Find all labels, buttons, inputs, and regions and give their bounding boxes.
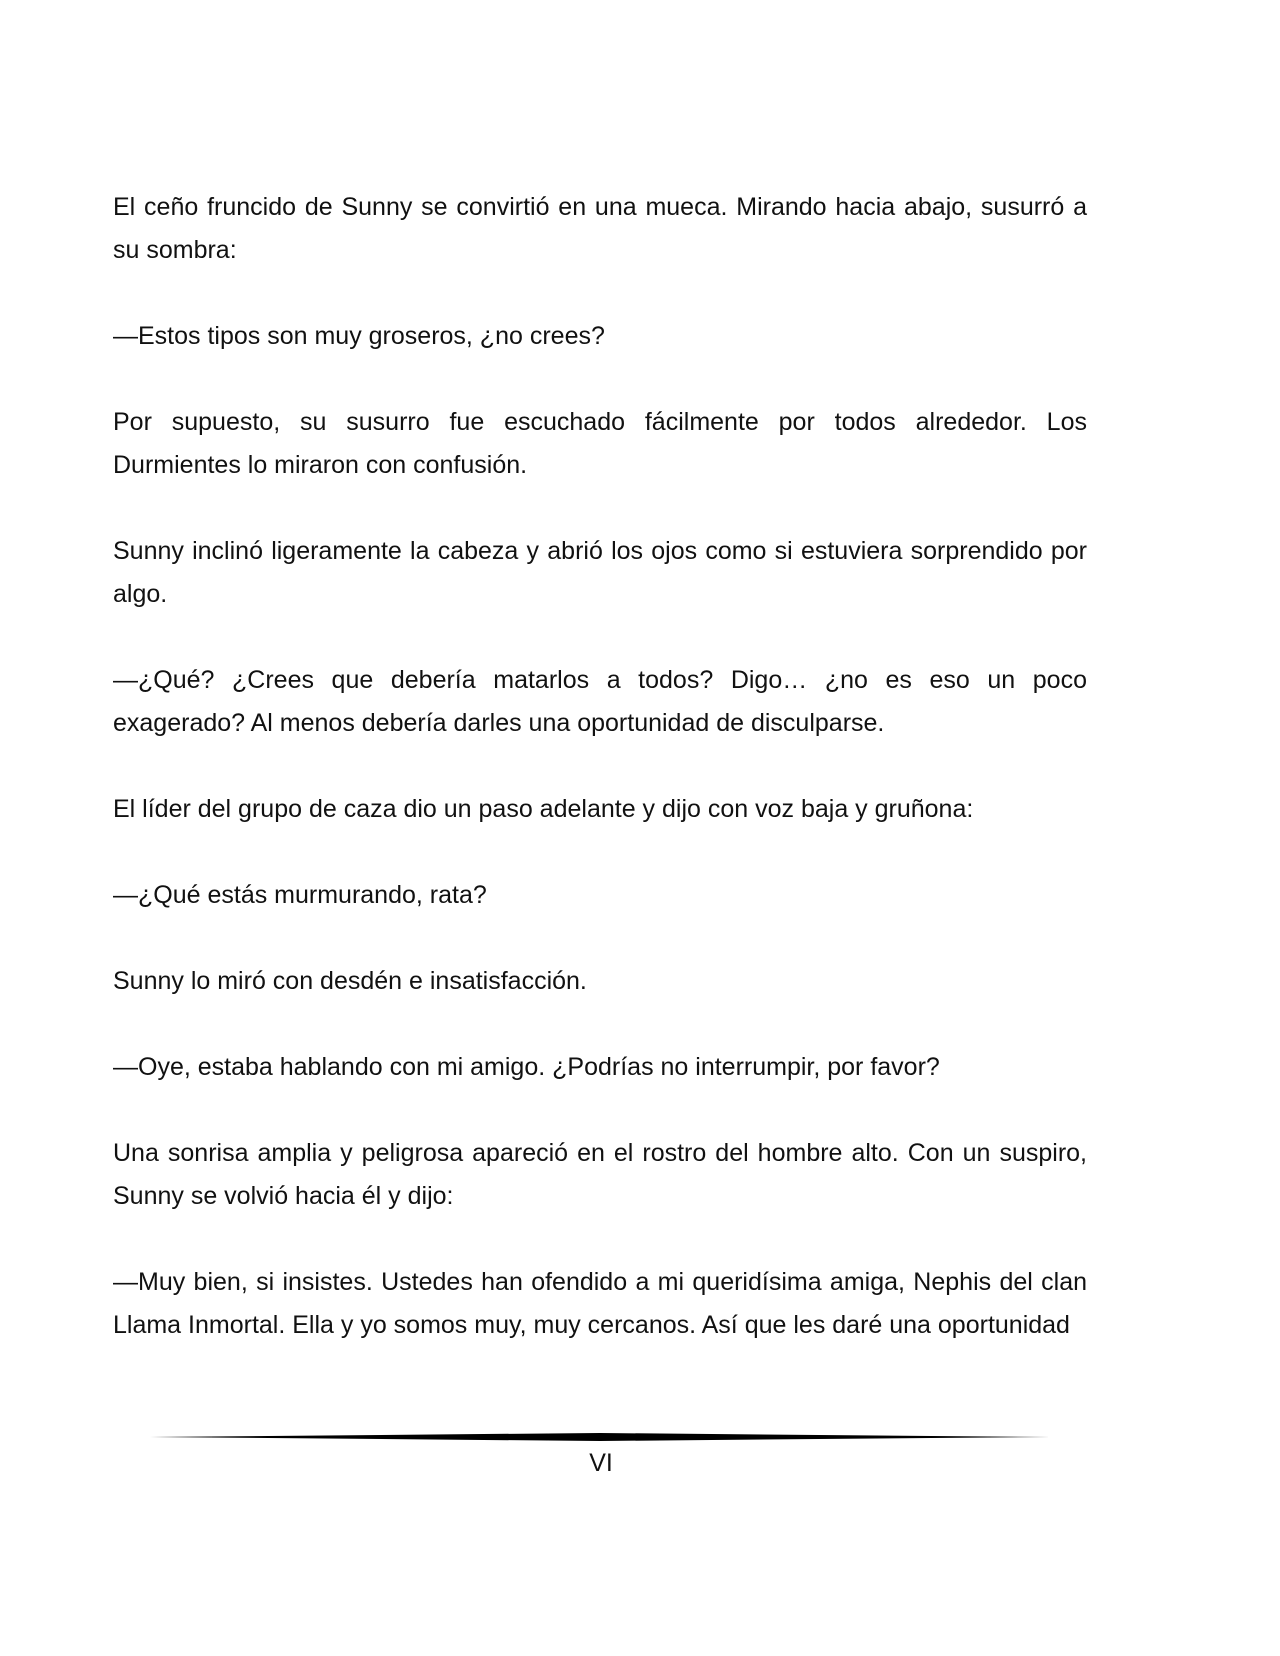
paragraph-10: Una sonrisa amplia y peligrosa apareció en el rostro del hombre alto. Con un suspiro, Sunny se volvió hacia él y dijo: — [113, 1139, 1087, 1210]
paragraph-8: Sunny lo miró con desdén e insatisfacción. — [113, 967, 587, 995]
paragraph-9: —Oye, estaba hablando con mi amigo. ¿Podrías no interrumpir, por favor? — [113, 1053, 940, 1081]
page-number: VI — [589, 1449, 613, 1477]
body-text — [113, 186, 1087, 1347]
paragraph-1: El ceño fruncido de Sunny se convirtió en una mueca. Mirando hacia abajo, susurró a su sombra: — [113, 193, 1087, 264]
paragraph-3: Por supuesto, su susurro fue escuchado fácilmente por todos alrededor. Los Durmientes lo miraron con confusión. — [113, 408, 1087, 479]
paragraph-4: Sunny inclinó ligeramente la cabeza y abrió los ojos como si estuviera sorprendido por algo. — [113, 537, 1087, 608]
paragraph-11: —Muy bien, si insistes. Ustedes han ofendido a mi queridísima amiga, Nephis del clan Llama Inmortal. Ella y yo somos muy, muy cercanos. Así que les daré una oportunidad — [113, 1268, 1087, 1339]
paragraph-2: —Estos tipos son muy groseros, ¿no crees? — [113, 322, 605, 350]
paragraph-5: —¿Qué? ¿Crees que debería matarlos a todos? Digo… ¿no es eso un poco exagerado? Al menos debería darles una oportunidad de disculparse. — [113, 666, 1087, 737]
ornamental-divider-icon — [150, 1432, 1050, 1442]
paragraph-7: —¿Qué estás murmurando, rata? — [113, 881, 487, 909]
paragraph-6: El líder del grupo de caza dio un paso adelante y dijo con voz baja y gruñona: — [113, 795, 974, 823]
